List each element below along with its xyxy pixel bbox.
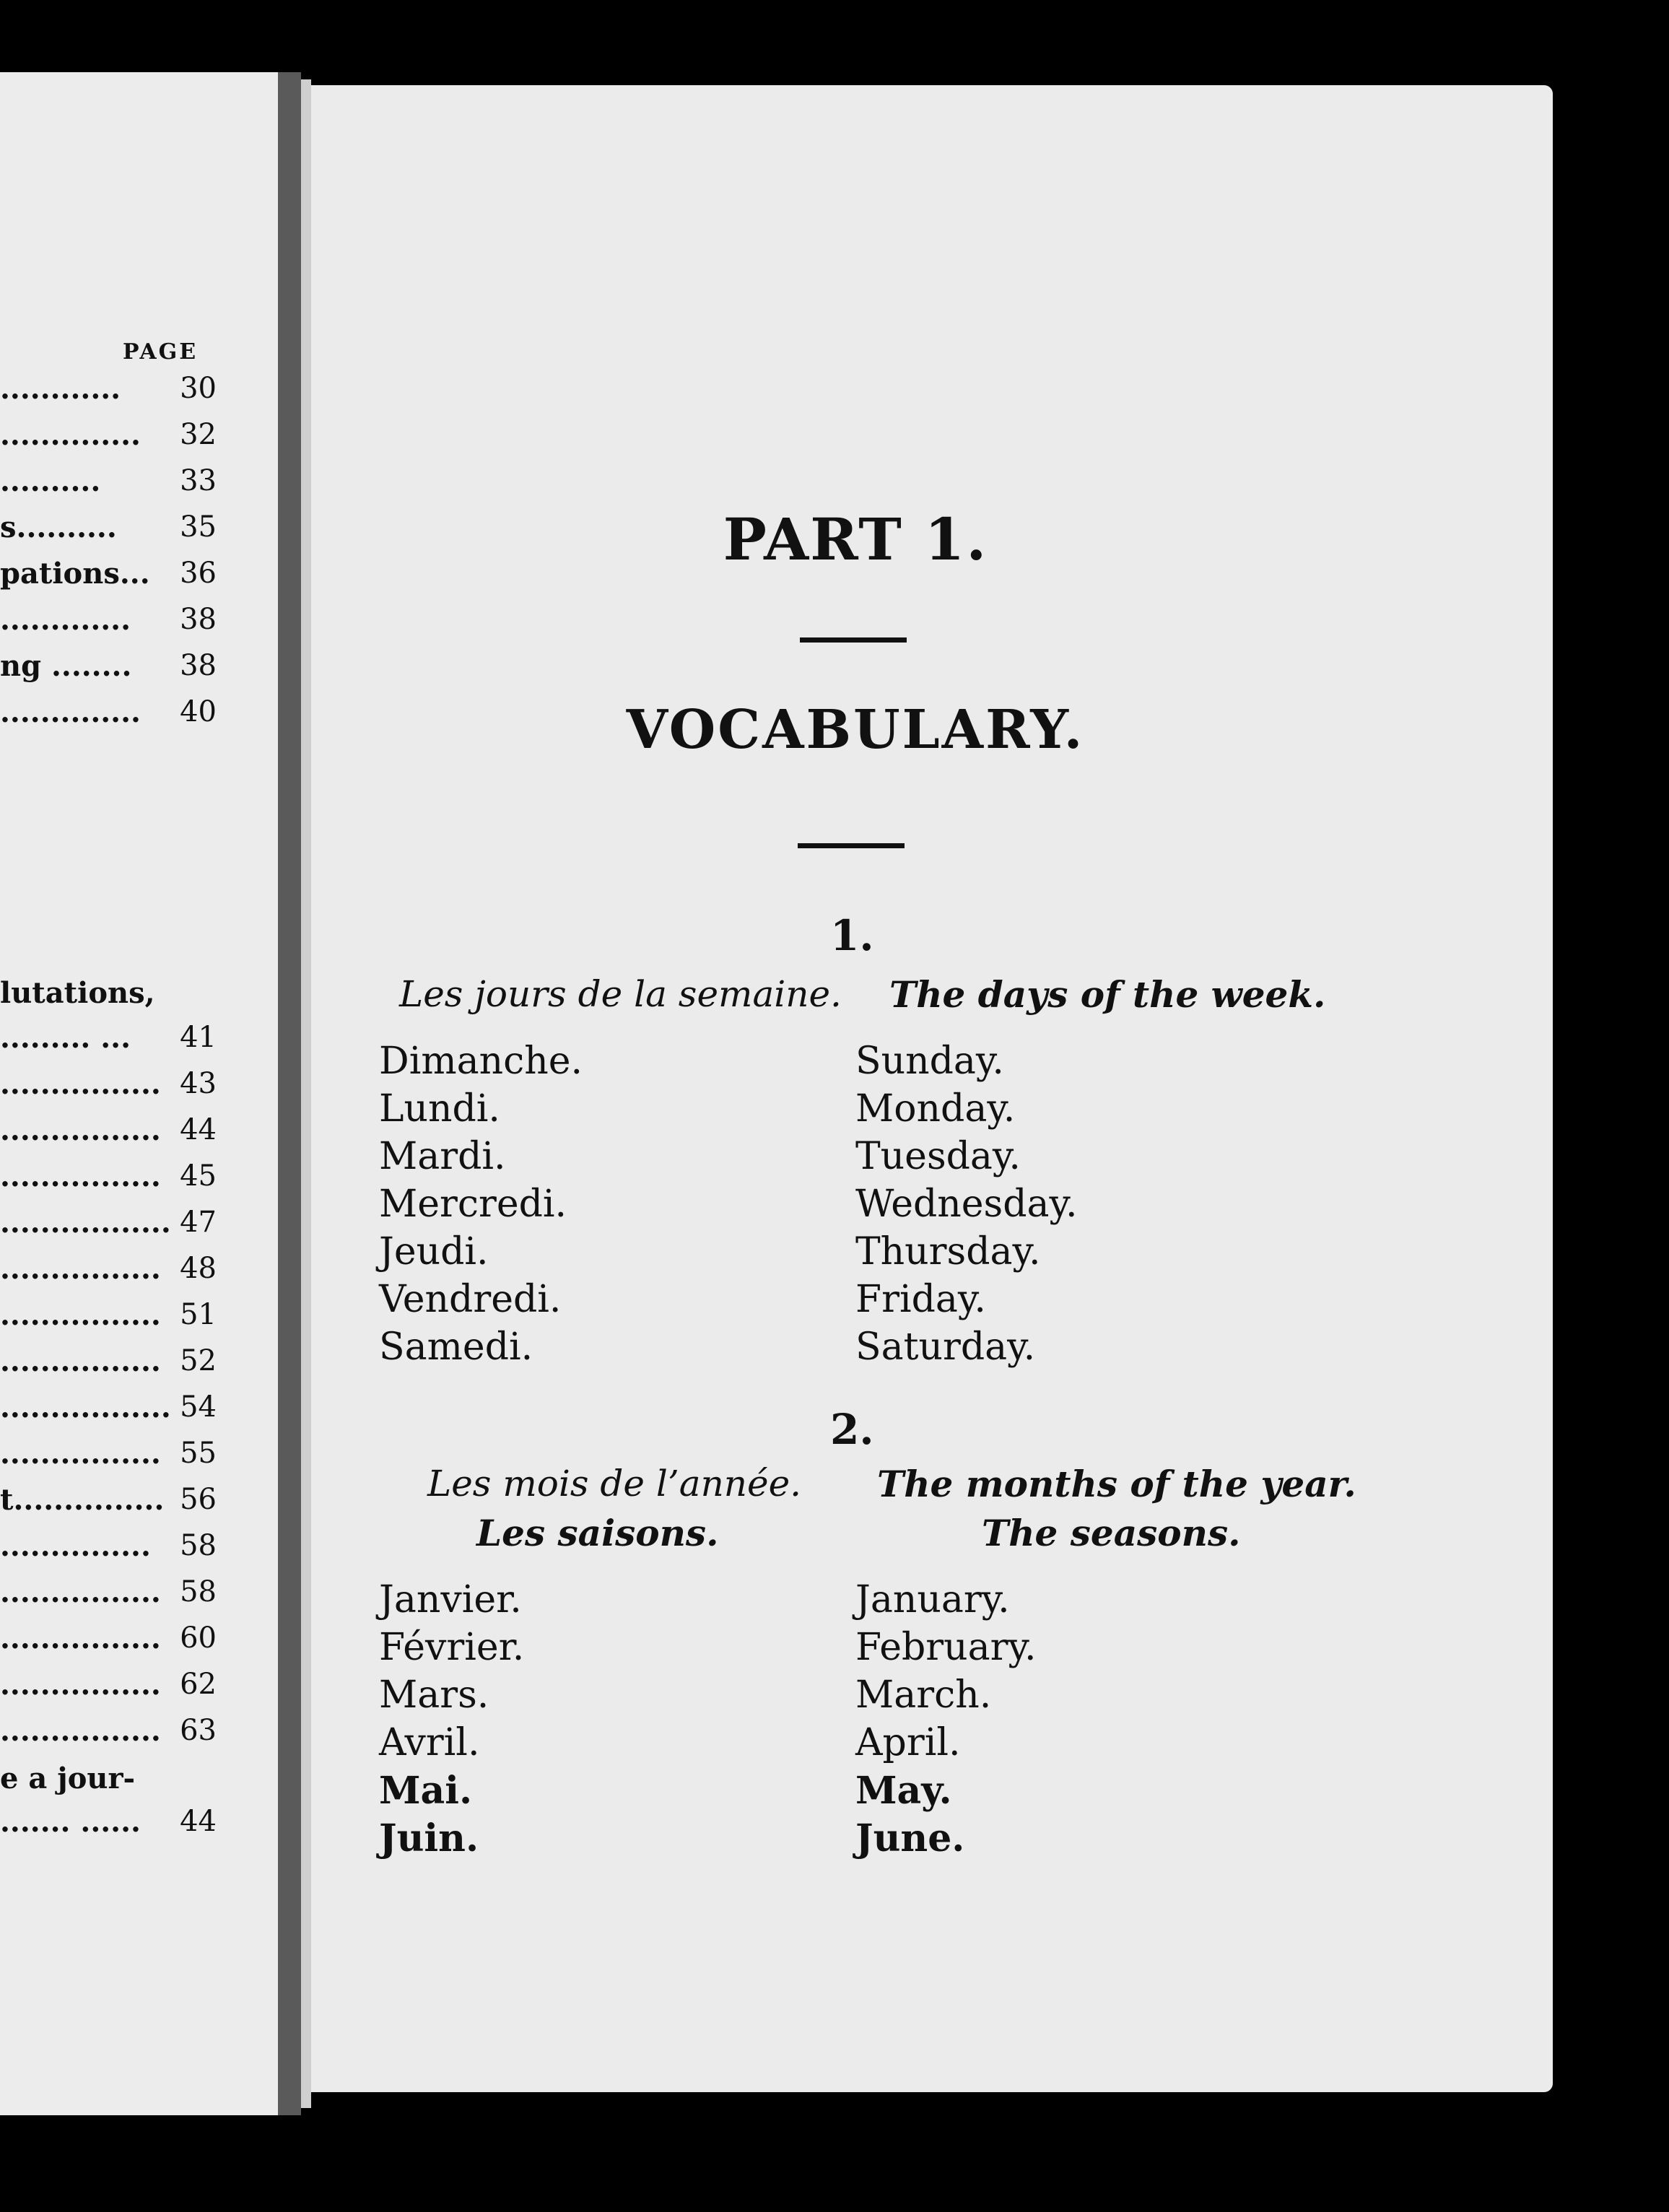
english-word: February.	[855, 1626, 1037, 1669]
toc-page-number: 55	[180, 1437, 217, 1470]
toc-leader: ....... ......	[0, 1805, 141, 1839]
toc-page-number: 44	[180, 1113, 217, 1146]
toc-leader: .................	[0, 1390, 171, 1424]
toc-page-number: 38	[180, 603, 217, 636]
toc-leader: ................	[0, 1344, 161, 1378]
toc-row	[0, 1344, 217, 1388]
toc-page-number: 36	[180, 557, 217, 590]
toc-page-number: 44	[180, 1805, 217, 1838]
toc-row	[0, 464, 217, 508]
toc-page-number: 63	[180, 1714, 217, 1747]
toc-page-number: 33	[180, 464, 217, 497]
toc-row	[0, 557, 217, 600]
toc-row	[0, 1437, 217, 1480]
french-word: Janvier.	[379, 1578, 522, 1621]
toc-page-number: 56	[180, 1483, 217, 1516]
toc-leader: t...............	[0, 1483, 165, 1517]
toc-row	[0, 1714, 217, 1757]
toc-leader: ...............	[0, 1529, 151, 1563]
toc-page-header: PAGE	[123, 339, 199, 365]
part-title: PART 1.	[723, 505, 988, 573]
toc-row	[0, 418, 217, 461]
toc-row	[0, 372, 217, 415]
english-word: Saturday.	[855, 1325, 1036, 1369]
french-word: Avril.	[379, 1721, 480, 1764]
toc-leader: pations...	[0, 557, 150, 591]
toc-row-last	[0, 1805, 217, 1848]
english-word: Sunday.	[855, 1040, 1004, 1083]
toc-page-number: 43	[180, 1067, 217, 1100]
toc-row	[0, 1021, 217, 1064]
french-heading: Les mois de l’année.	[427, 1463, 802, 1505]
toc-leader: ................	[0, 1575, 161, 1609]
french-subheading: Les saisons.	[476, 1512, 719, 1554]
english-word: Wednesday.	[855, 1183, 1078, 1226]
toc-leader: ................	[0, 1621, 161, 1655]
french-word: Mars.	[379, 1673, 489, 1717]
french-word: Dimanche.	[379, 1040, 583, 1083]
english-word: January.	[855, 1578, 1010, 1621]
toc-row	[0, 510, 217, 554]
toc-leader: ................	[0, 1668, 161, 1702]
book-gutter	[278, 72, 301, 2115]
toc-page-number: 47	[180, 1206, 217, 1239]
toc-page-number: 58	[180, 1575, 217, 1608]
english-word: Tuesday.	[855, 1135, 1021, 1178]
french-word: Samedi.	[379, 1325, 533, 1369]
toc-leader: ..............	[0, 695, 141, 729]
french-word: Mercredi.	[379, 1183, 567, 1226]
toc-row	[0, 1206, 217, 1249]
toc-leader: .................	[0, 1206, 171, 1240]
toc-leader: ............	[0, 372, 121, 406]
toc-page-number: 60	[180, 1621, 217, 1655]
french-word: Lundi.	[379, 1087, 500, 1131]
toc-leader: ng ........	[0, 649, 132, 683]
toc-page-number: 58	[180, 1529, 217, 1562]
toc-row	[0, 603, 217, 646]
french-word: Jeudi.	[379, 1230, 489, 1273]
toc-leader: ................	[0, 1714, 161, 1748]
divider-rule	[798, 843, 905, 848]
french-heading: Les jours de la semaine.	[399, 973, 842, 1015]
english-word: March.	[855, 1673, 992, 1717]
toc-leader: ................	[0, 1298, 161, 1332]
section-number: 2.	[830, 1405, 874, 1454]
toc-page-number: 45	[180, 1159, 217, 1193]
toc-page-number: 30	[180, 372, 217, 405]
toc-row	[0, 1113, 217, 1157]
vocabulary-title: VOCABULARY.	[626, 699, 1085, 761]
english-heading: The months of the year.	[877, 1463, 1356, 1505]
french-word: Mardi.	[379, 1135, 506, 1178]
toc-row	[0, 1067, 217, 1110]
english-word: June.	[855, 1816, 965, 1860]
toc-page-number: 62	[180, 1668, 217, 1701]
toc-row	[0, 1668, 217, 1711]
toc-leader: ................	[0, 1159, 161, 1193]
toc-page-number: 52	[180, 1344, 217, 1377]
toc-leader: .............	[0, 603, 131, 637]
toc-row	[0, 1529, 217, 1572]
section-number: 1.	[830, 911, 874, 960]
french-word: Vendredi.	[379, 1278, 562, 1321]
toc-page-number: 38	[180, 649, 217, 682]
english-heading: The days of the week.	[889, 973, 1326, 1016]
toc-leader: ................	[0, 1067, 161, 1101]
toc-leader: s..........	[0, 510, 117, 544]
french-word: Juin.	[379, 1816, 479, 1860]
toc-leader: ................	[0, 1252, 161, 1286]
english-word: Friday.	[855, 1278, 986, 1321]
toc-row	[0, 1483, 217, 1526]
toc-leader: ......... ...	[0, 1021, 131, 1055]
toc-leader: ..........	[0, 464, 101, 498]
english-word: April.	[855, 1721, 961, 1764]
toc-page-number: 41	[180, 1021, 217, 1054]
toc-text-salutations: lutations,	[0, 976, 155, 1010]
toc-row	[0, 1159, 217, 1203]
toc-page-number: 51	[180, 1298, 217, 1331]
english-word: Thursday.	[855, 1230, 1041, 1273]
toc-row	[0, 1252, 217, 1295]
english-word: May.	[855, 1769, 952, 1813]
french-word: Février.	[379, 1626, 525, 1669]
french-word: Mai.	[379, 1769, 473, 1813]
toc-leader: ................	[0, 1113, 161, 1147]
toc-leader: ..............	[0, 418, 141, 452]
toc-row	[0, 649, 217, 692]
english-word: Monday.	[855, 1087, 1016, 1131]
toc-row	[0, 1298, 217, 1341]
toc-row	[0, 1575, 217, 1619]
toc-row	[0, 1621, 217, 1665]
english-subheading: The seasons.	[982, 1512, 1241, 1554]
toc-page-number: 40	[180, 695, 217, 728]
toc-text-jour: e a jour-	[0, 1762, 136, 1795]
toc-page-number: 48	[180, 1252, 217, 1285]
toc-leader: ................	[0, 1437, 161, 1471]
gutter-edge	[301, 79, 311, 2108]
toc-row	[0, 695, 217, 739]
toc-row	[0, 1390, 217, 1434]
divider-rule	[800, 637, 907, 643]
toc-page-number: 35	[180, 510, 217, 544]
toc-page-number: 54	[180, 1390, 217, 1424]
toc-page-number: 32	[180, 418, 217, 451]
